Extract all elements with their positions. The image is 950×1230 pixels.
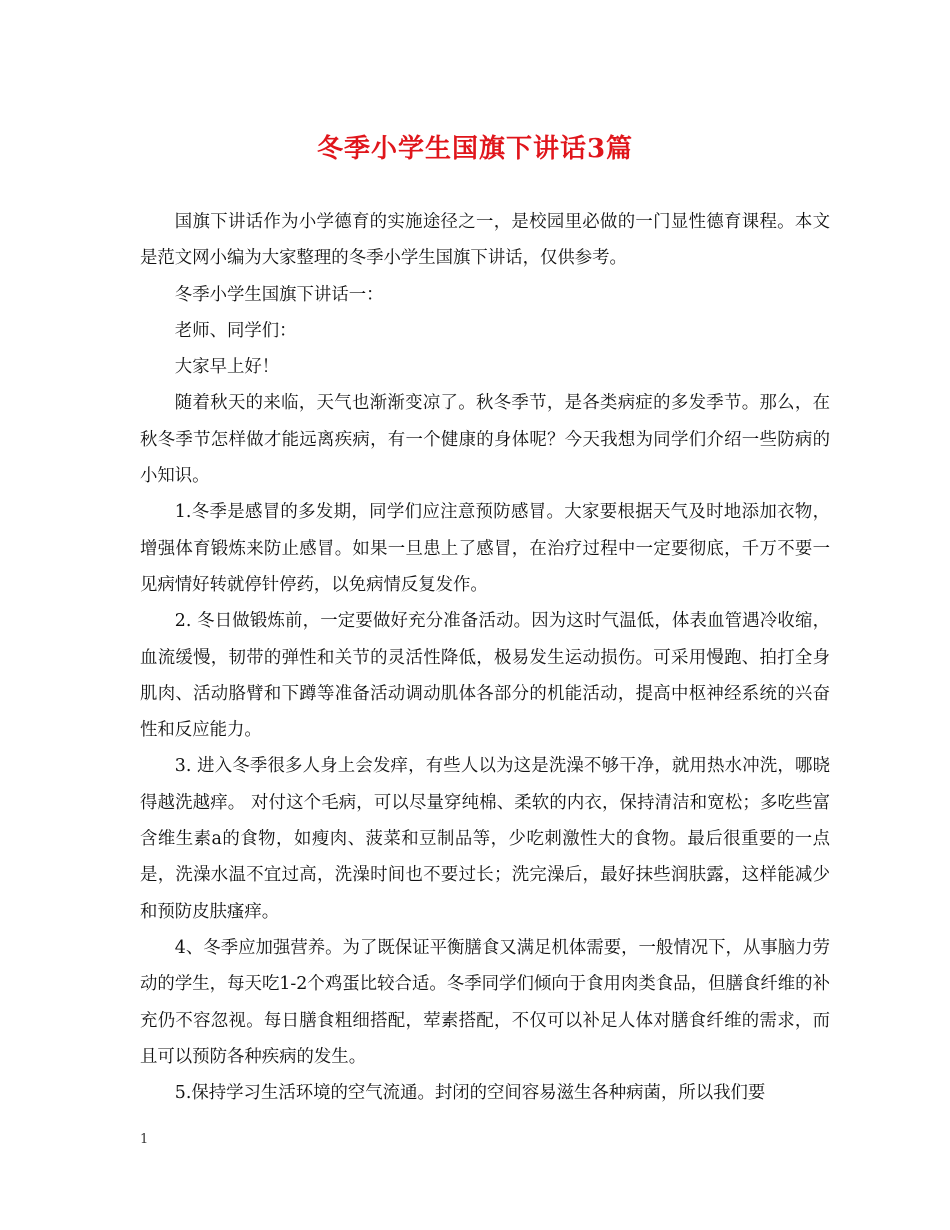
page-number: 1 <box>140 1132 149 1147</box>
paragraph-salutation: 老师、同学们： <box>174 320 297 341</box>
paragraph-point-1: 1.冬季是感冒的多发期，同学们应注意预防感冒。大家要根据天气及时地添加衣物，增强体育锻炼来防止感冒。如果一旦患上了感冒，在治疗过程中一定要彻底，千万不要一见病情好转就停针停药，以免病情反复发作。 <box>140 502 830 595</box>
paragraph-intro: 国旗下讲话作为小学德育的实施途径之一，是校园里必做的一门显性德育课程。本文是范文网小编为大家整理的冬季小学生国旗下讲话，仅供参考。 <box>140 212 830 269</box>
paragraph-point-4: 4、冬季应加强营养。为了既保证平衡膳食又满足机体需要，一般情况下，从事脑力劳动的学生，每天吃1-2个鸡蛋比较合适。冬季同学们倾向于食用肉类食品，但膳食纤维的补充仍不容忽视。每日膳食粗细搭配，荤素搭配，不仅可以补足人体对膳食纤维的需求，而且可以预防各种疾病的发生。 <box>140 937 830 1067</box>
document-body <box>140 204 830 1111</box>
paragraph-speech-heading: 冬季小学生国旗下讲话一： <box>174 284 384 305</box>
paragraph-point-5: 5.保持学习生活环境的空气流通。封闭的空间容易滋生各种病菌，所以我们要 <box>174 1083 766 1104</box>
document-title: 冬季小学生国旗下讲话3篇 <box>316 134 634 164</box>
paragraph-point-3: 3. 进入冬季很多人身上会发痒，有些人以为这是洗澡不够干净，就用热水冲洗，哪晓得越洗越痒。 对付这个毛病，可以尽量穿纯棉、柔软的内衣，保持清洁和宽松；多吃些富含维生素a的食物，如瘦肉、菠菜和豆制品等，少吃刺激性大的食物。最后很重要的一点是，洗澡水温不宜过高，洗澡时间也不要过长；洗完澡后，最好抹些润肤露，这样能减少和预防皮肤瘙痒。 <box>140 756 830 922</box>
paragraph-greeting: 大家早上好！ <box>174 357 280 378</box>
paragraph-opening: 随着秋天的来临，天气也渐渐变凉了。秋冬季节，是各类病症的多发季节。那么，在秋冬季节怎样做才能远离疾病，有一个健康的身体呢？今天我想为同学们介绍一些防病的小知识。 <box>140 393 830 487</box>
paragraph-point-2: 2. 冬日做锻炼前，一定要做好充分准备活动。因为这时气温低，体表血管遇冷收缩，血流缓慢，韧带的弹性和关节的灵活性降低，极易发生运动损伤。可采用慢跑、拍打全身肌肉、活动胳臂和下蹲等准备活动调动肌体各部分的机能活动，提高中枢神经系统的兴奋性和反应能力。 <box>140 611 830 741</box>
